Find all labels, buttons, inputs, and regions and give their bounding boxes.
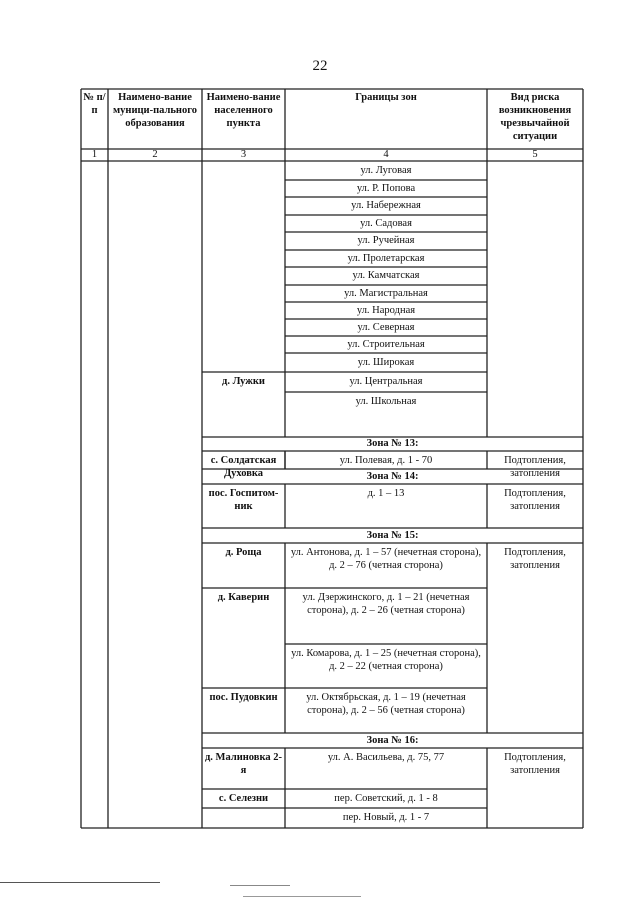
col-index-3: 3: [240, 149, 247, 161]
zone-15-risk: Подтопления, затопления: [504, 547, 566, 572]
header-risk-col: Вид риска возникновения чрезвычайной ситуации: [498, 92, 572, 143]
street-cell: ул. Северная: [357, 321, 415, 333]
street-cell: ул. Широкая: [357, 356, 415, 368]
col-index-5: 5: [532, 149, 538, 161]
pudovkin-boundary: ул. Октябрьская, д. 1 – 19 (нечетная сторона), д. 2 – 56 (четная сторона): [306, 692, 466, 717]
zone-15-title: Зона № 15:: [366, 529, 419, 541]
kaverin-boundary-dzerzhinskogo: ул. Дзержинского, д. 1 – 21 (нечетная сторона), д. 2 – 26 (четная сторона): [302, 592, 470, 617]
footer-rule: [230, 885, 290, 886]
col-index-2: 2: [152, 149, 158, 161]
street-cell: ул. Магистральная: [344, 287, 428, 299]
zone-16-risk: Подтопления, затопления: [504, 752, 566, 777]
page-number: 22: [312, 58, 328, 74]
header-municipality-col: Наимено-вание муници-пального образования: [113, 92, 197, 130]
footer-rule: [0, 882, 160, 883]
col-index-1: 1: [91, 149, 98, 161]
street-cell: ул. Луговая: [360, 164, 412, 176]
settlement-kaverin: д. Каверин: [217, 592, 270, 603]
street-cell: пер. Советский, д. 1 - 8: [334, 792, 438, 804]
zone-13-risk: Подтопления, затопления: [504, 455, 566, 480]
street-cell: ул. Ручейная: [357, 235, 415, 247]
zone-16-boundary: ул. А. Васильева, д. 75, 77: [327, 752, 445, 763]
settlement-gospitomnik: пос. Госпитом-ник: [208, 488, 279, 513]
zone-14-title: Зона № 14:: [366, 470, 419, 482]
street-cell: ул. Набережная: [351, 200, 421, 212]
zone-16-title: Зона № 16:: [366, 734, 419, 746]
street-cell: ул. Центральная: [349, 376, 423, 388]
footer-rule: [243, 896, 361, 897]
header-settlement-col: Наимено-вание населенного пункта: [206, 92, 281, 130]
street-cell: ул. Р. Попова: [356, 182, 416, 194]
settlement-pudovkin: пос. Пудовкин: [209, 692, 278, 703]
street-cell: пер. Новый, д. 1 - 7: [342, 812, 430, 824]
zone-14-boundary: д. 1 – 13: [367, 488, 405, 499]
roscha-boundary: ул. Антонова, д. 1 – 57 (нечетная сторона), д. 2 – 76 (четная сторона): [290, 547, 482, 572]
settlement-malinovka-2: д. Малиновка 2-я: [205, 752, 282, 777]
street-cell: ул. Школьная: [355, 395, 417, 407]
header-number-col: № п/п: [83, 92, 106, 117]
street-cell: ул. Садовая: [360, 217, 412, 229]
header-boundaries-col: Границы зон: [355, 92, 417, 103]
street-cell: ул. Строительная: [347, 338, 425, 350]
col-index-4: 4: [383, 149, 389, 161]
zone-13-boundary: ул. Полевая, д. 1 - 70: [339, 455, 433, 466]
zone-13-title: Зона № 13:: [366, 438, 419, 450]
street-cell: ул. Пролетарская: [347, 252, 425, 264]
street-cell: ул. Камчатская: [352, 270, 420, 282]
kaverin-boundary-komarova: ул. Комарова, д. 1 – 25 (нечетная сторона), д. 2 – 22 (четная сторона): [291, 648, 481, 673]
settlement-selezni: с. Селезни: [218, 792, 269, 804]
settlement-soldatskaya-dukhovka: с. Солдатская Духовка: [210, 455, 277, 480]
settlement-luzhki: д. Лужки: [222, 376, 265, 387]
settlement-roscha: д. Роща: [225, 547, 262, 558]
street-cell: ул. Народная: [356, 304, 416, 316]
zone-14-risk: Подтопления, затопления: [504, 488, 566, 513]
